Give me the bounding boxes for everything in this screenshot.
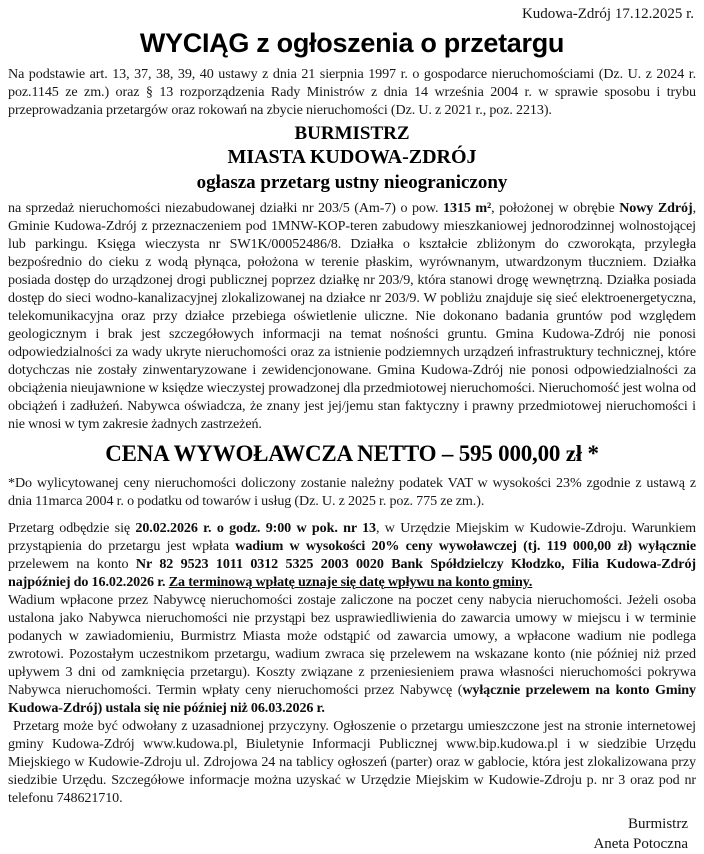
auction-type-line: ogłasza przetarg ustny nieograniczony — [196, 172, 508, 193]
authority-title: BURMISTRZ — [294, 123, 410, 144]
document-title: WYCIĄG z ogłoszenia o przetargu — [139, 28, 565, 58]
signature-block — [8, 814, 696, 854]
signature-name: Aneta Potoczna — [593, 836, 688, 852]
vat-footnote: *Do wylicytowanej ceny nieruchomości doliczony zostanie należny podatek VAT w wysokości 23% zgodnie z ustawą z dnia 11marca 2004 r. o podatku od towarów i usług (Dz. U. z 2025 r. poz. 775 ze zm.). — [8, 475, 696, 509]
signature-title: Burmistrz — [628, 816, 688, 832]
date-line: Kudowa-Zdrój 17.12.2025 r. — [521, 6, 694, 22]
auction-terms-paragraph: Przetarg odbędzie się 20.02.2026 r. o godz. 9:00 w pok. nr 13, w Urzędzie Miejskim w Kudowie-Zdroju. Warunkiem przystąpienia do przetargu jest wpłata wadium w wysokości 20% ceny wywoławczej (tj. 119 000,00 zł) wyłącznie przelewem na konto Nr 82 9523 1011 0312 5325 2003 0020 Bank Spółdzielczy Kłodzko, Filia Kudowa-Zdrój najpóźniej do 16.02.2026 r. Za terminową wpłatę uznaje się datę wpływu na konto gminy. — [8, 520, 696, 590]
property-description-paragraph: na sprzedaż nieruchomości niezabudowanej działki nr 203/5 (Am-7) o pow. 1315 m², położonej w obrębie Nowy Zdrój, Gminie Kudowa-Zdrój z przeznaczeniem pod 1MNW-KOP-teren zabudowy mieszkaniowej jednorodzinnej wolnostojącej lub parkingu. Księga wieczysta nr SW1K/00052486/8. Działka o kształcie zbliżonym do czworokąta, przyległa bezpośrednio do cieku z wodą płynąca, położona w terenie płaskim, wyrównanym, utwardzonym tłuczniem. Działka posiada dostęp do urządzonej drogi publicznej poprzez działkę nr 203/9, która stanowi drogę wewnętrzną. Działka posiada dostęp do sieci wodno-kanalizacyjnej zlokalizowanej na działce nr 203/9. W pobliżu znajduje się sieć elektroenergetyczna, telekomunikacyjna oraz przy działce przebiega oświetlenie uliczne. Nie dokonano badania gruntów pod względem geologicznym i brak jest szczegółowych informacji na temat nośności gruntu. Gmina Kudowa-Zdrój nie ponosi odpowiedzialności za wady ukryte nieruchomości oraz za istnienie podziemnych urządzeń infrastruktury technicznej, które dotychczas nie zostały zinwentaryzowane i zewidencjonowane. Gmina Kudowa-Zdrój nie ponosi odpowiedzialności za obciążenia nieujawnione w księdze wieczystej prowadzonej dla przedmiotowej nieruchomości. Nieruchomość jest wolna od obciążeń i zadłużeń. Nabywca oświadcza, że znany jest jej/jemu stan faktyczny i prawny przedmiotowej nieruchomości i nie wnosi w tym zakresie żadnych zastrzeżeń. — [8, 200, 696, 432]
cancellation-paragraph: Przetarg może być odwołany z uzasadnionej przyczyny. Ogłoszenie o przetargu umieszczone jest na stronie internetowej gminy Kudowa-Zdrój www.kudowa.pl, Biuletynie Informacji Publicznej www.bip.kudowa.pl i w siedzibie Urzędu Miejskiego w Kudowie-Zdroju ul. Zdrojowa 24 na tablicy ogłoszeń (parter) oraz w gablocie, która jest zlokalizowana przy siedzibie Urzędu. Szczegółowe informacje można uzyskać w Urzędzie Miejskim w Kudowie-Zdroju p. nr 3 oraz pod nr telefonu 748621710. — [8, 718, 696, 806]
deposit-terms-paragraph: Wadium wpłacone przez Nabywcę nieruchomości zostaje zaliczone na poczet ceny nabycia nieruchomości. Jeżeli osoba ustalona jako Nabywca nieruchomości nie przystąpi bez usprawiedliwienia do zawarcia umowy w miejscu i w terminie podanych w zawiadomieniu, Burmistrz Miasta może odstąpić od zawarcia umowy, a wpłacone wadium nie podlega zwrotowi. Pozostałym uczestnikom przetargu, wadium zwraca się przelewem na wskazane konto (nie później niż przed upływem 3 dni od zamknięcia przetargu). Koszty związane z przeniesieniem prawa własności nieruchomości pokrywa Nabywca nieruchomości. Termin wpłaty ceny nieruchomości przez Nabywcę (wyłącznie przelewem na konto Gminy Kudowa-Zdrój) ustala się nie później niż 06.03.2026 r. — [8, 592, 696, 716]
legal-basis-paragraph: Na podstawie art. 13, 37, 38, 39, 40 ustawy z dnia 21 sierpnia 1997 r. o gospodarce nieruchomościami (Dz. U. z 2024 r. poz.1145 ze zm.) oraz § 13 rozporządzenia Rady Ministrów z dnia 14 września 2004 r. w sprawie sposobu i trybu przeprowadzania przetargów oraz rokowań na zbycie nieruchomości (Dz. U. z 2021 r., poz. 2213). — [8, 66, 696, 118]
price-heading: CENA WYWOŁAWCZA NETTO – 595 000,00 zł * — [105, 441, 599, 466]
authority-block — [8, 122, 696, 195]
authority-city: MIASTA KUDOWA-ZDRÓJ — [227, 146, 477, 168]
